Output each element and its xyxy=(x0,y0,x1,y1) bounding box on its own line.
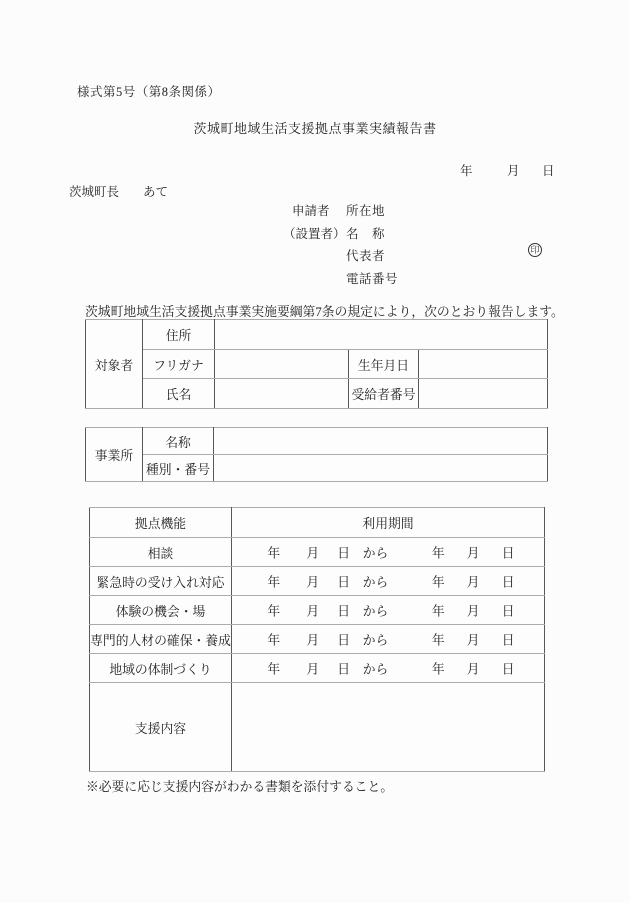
date-month-label: 月 xyxy=(507,164,520,178)
birthdate-value-cell xyxy=(419,350,548,379)
month-label: 月 xyxy=(306,662,320,677)
month-label: 月 xyxy=(466,546,480,561)
subject-group-label: 対象者 xyxy=(86,320,143,409)
usage-period-cell xyxy=(232,567,545,596)
year-label: 年 xyxy=(267,575,281,590)
month-label: 月 xyxy=(466,662,480,677)
function-label-personnel: 専門的人材の確保・養成 xyxy=(90,625,232,654)
year-label: 年 xyxy=(267,633,281,648)
subject-table xyxy=(85,319,548,409)
year-label: 年 xyxy=(431,575,445,590)
seal-mark-icon: 印 xyxy=(528,243,542,257)
addressee-name: 茨城町長 xyxy=(69,185,120,199)
usage-period-cell xyxy=(232,654,545,683)
address-label: 住所 xyxy=(143,320,215,350)
table-row xyxy=(90,538,545,567)
usage-period-cell xyxy=(232,596,545,625)
recipient-number-label: 受給者番号 xyxy=(349,379,419,409)
month-label: 月 xyxy=(306,604,320,619)
function-label-consultation: 相談 xyxy=(90,538,232,567)
from-label: から xyxy=(362,662,389,677)
page-title: 茨城町地域生活支援拠点事業実績報告書 xyxy=(193,121,437,136)
day-label: 日 xyxy=(501,633,515,648)
day-label: 日 xyxy=(337,633,351,648)
addressee-suffix: あて xyxy=(143,185,169,199)
year-label: 年 xyxy=(431,662,445,677)
month-label: 月 xyxy=(466,633,480,648)
table-row xyxy=(90,654,545,683)
office-table xyxy=(85,427,548,482)
birthdate-label: 生年月日 xyxy=(349,350,419,379)
year-label: 年 xyxy=(431,633,445,648)
form-number: 様式第5号（第8条関係） xyxy=(77,85,221,99)
date-day-label: 日 xyxy=(542,164,555,178)
support-content-value-cell xyxy=(232,683,545,772)
month-label: 月 xyxy=(306,633,320,648)
usage-period-cell xyxy=(232,625,545,654)
table-row xyxy=(86,428,548,455)
month-label: 月 xyxy=(466,575,480,590)
function-label-emergency: 緊急時の受け入れ対応 xyxy=(90,567,232,596)
month-label: 月 xyxy=(306,575,320,590)
name-value-cell xyxy=(215,379,349,409)
applicant-name-label: 名 称 xyxy=(346,227,386,241)
table-row xyxy=(86,379,548,409)
day-label: 日 xyxy=(337,575,351,590)
table-row xyxy=(90,625,545,654)
day-label: 日 xyxy=(337,546,351,561)
applicant-address-label: 所在地 xyxy=(346,204,386,218)
table-row xyxy=(86,320,548,350)
office-name-label: 名称 xyxy=(143,428,214,455)
applicant-phone-label: 電話番号 xyxy=(346,272,399,286)
year-label: 年 xyxy=(267,604,281,619)
addressee-line xyxy=(69,182,168,200)
support-content-label: 支援内容 xyxy=(90,683,232,772)
office-group-label: 事業所 xyxy=(86,428,143,482)
from-label: から xyxy=(362,633,389,648)
furigana-label: フリガナ xyxy=(143,350,215,379)
usage-period-cell xyxy=(232,538,545,567)
table-row xyxy=(86,350,548,379)
day-label: 日 xyxy=(501,662,515,677)
office-type-number-value-cell xyxy=(214,455,548,482)
address-value-cell xyxy=(215,320,548,350)
applicant-role-label2: （設置者） xyxy=(283,227,346,241)
function-column-header: 拠点機能 xyxy=(90,508,232,538)
table-row xyxy=(90,567,545,596)
name-label: 氏名 xyxy=(143,379,215,409)
month-label: 月 xyxy=(466,604,480,619)
table-row xyxy=(86,455,548,482)
table-row xyxy=(90,596,545,625)
office-type-number-label: 種別・番号 xyxy=(143,455,214,482)
function-table xyxy=(89,507,545,772)
applicant-representative-label: 代表者 xyxy=(346,249,386,263)
office-name-value-cell xyxy=(214,428,548,455)
from-label: から xyxy=(362,575,389,590)
function-label-experience: 体験の機会・場 xyxy=(90,596,232,625)
day-label: 日 xyxy=(337,604,351,619)
table-row xyxy=(90,683,545,772)
from-label: から xyxy=(362,546,389,561)
day-label: 日 xyxy=(337,662,351,677)
function-label-community: 地域の体制づくり xyxy=(90,654,232,683)
year-label: 年 xyxy=(267,546,281,561)
year-label: 年 xyxy=(431,546,445,561)
body-sentence: 茨城町地域生活支援拠点事業実施要綱第7条の規定により，次のとおり報告します。 xyxy=(85,305,564,319)
month-label: 月 xyxy=(306,546,320,561)
period-column-header: 利用期間 xyxy=(232,508,545,538)
year-label: 年 xyxy=(431,604,445,619)
table-header-row xyxy=(90,508,545,538)
furigana-value-cell xyxy=(215,350,349,379)
applicant-role-label: 申請者 xyxy=(292,204,330,218)
day-label: 日 xyxy=(501,604,515,619)
recipient-number-value-cell xyxy=(419,379,548,409)
year-label: 年 xyxy=(267,662,281,677)
footer-note: ※必要に応じ支援内容がわかる書類を添付すること。 xyxy=(86,780,394,794)
date-year-label: 年 xyxy=(460,164,473,178)
from-label: から xyxy=(362,604,389,619)
day-label: 日 xyxy=(501,546,515,561)
day-label: 日 xyxy=(501,575,515,590)
